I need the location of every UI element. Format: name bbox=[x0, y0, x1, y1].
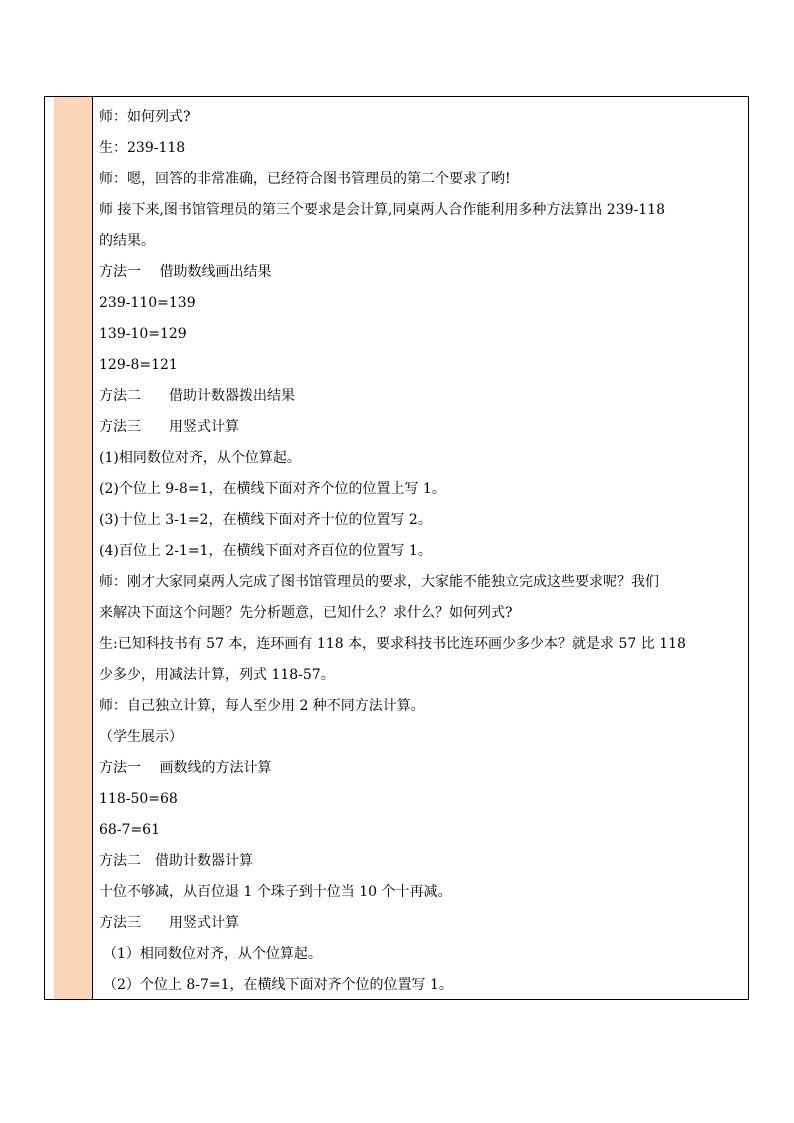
text-line: (2)个位上 9-8=1，在横线下面对齐个位的位置上写 1。 bbox=[99, 481, 446, 497]
text-line: 方法三 用竖式计算 bbox=[99, 915, 239, 931]
left-column-cell bbox=[45, 97, 93, 999]
text-line: （学生展示） bbox=[99, 729, 183, 745]
text-line: 生：239-118 bbox=[99, 140, 186, 156]
text-line: （1）相同数位对齐，从个位算起。 bbox=[103, 946, 322, 962]
text-line: 方法三 用竖式计算 bbox=[99, 419, 239, 435]
lesson-table bbox=[44, 96, 749, 1000]
text-line: 师 接下来,图书馆管理员的第三个要求是会计算,同桌两人合作能利用多种方法算出 239-118 bbox=[99, 202, 665, 218]
text-line: 师：如何列式? bbox=[99, 109, 191, 125]
left-column-shading bbox=[54, 97, 92, 999]
text-line: 师：自己独立计算，每人至少用 2 种不同方法计算。 bbox=[99, 698, 425, 714]
text-line: (4)百位上 2-1=1，在横线下面对齐百位的位置写 1。 bbox=[99, 543, 432, 559]
text-line: 方法二 借助计数器计算 bbox=[99, 853, 253, 869]
lesson-content-cell bbox=[93, 97, 748, 999]
text-line: 十位不够减，从百位退 1 个珠子到十位当 10 个十再减。 bbox=[99, 884, 452, 900]
text-line: 68-7=61 bbox=[99, 822, 160, 838]
text-line: 生:已知科技书有 57 本，连环画有 118 本，要求科技书比连环画少多少本？就是求 57 比 118 bbox=[99, 636, 686, 652]
text-line: 139-10=129 bbox=[99, 326, 187, 342]
text-line: 师：刚才大家同桌两人完成了图书馆管理员的要求，大家能不能独立完成这些要求呢？我们 bbox=[99, 574, 659, 590]
text-line: (3)十位上 3-1=2，在横线下面对齐十位的位置写 2。 bbox=[99, 512, 432, 528]
left-column-gap bbox=[45, 97, 54, 999]
text-line: (1)相同数位对齐，从个位算起。 bbox=[99, 450, 301, 466]
text-line: 方法二 借助计数器拨出结果 bbox=[99, 388, 295, 404]
text-line: （2）个位上 8-7=1，在横线下面对齐个位的位置写 1。 bbox=[103, 977, 453, 993]
text-line: 129-8=121 bbox=[99, 357, 178, 373]
text-line: 239-110=139 bbox=[99, 295, 196, 311]
text-line: 少多少，用减法计算，列式 118-57。 bbox=[99, 667, 335, 683]
text-line: 来解决下面这个问题？先分析题意，已知什么？求什么？如何列式? bbox=[99, 605, 513, 621]
text-line: 118-50=68 bbox=[99, 791, 178, 807]
text-line: 师：嗯，回答的非常准确，已经符合图书管理员的第二个要求了哟! bbox=[99, 171, 511, 187]
text-line: 的结果。 bbox=[99, 233, 155, 249]
text-line: 方法一 画数线的方法计算 bbox=[99, 760, 272, 776]
text-line: 方法一 借助数线画出结果 bbox=[99, 264, 272, 280]
